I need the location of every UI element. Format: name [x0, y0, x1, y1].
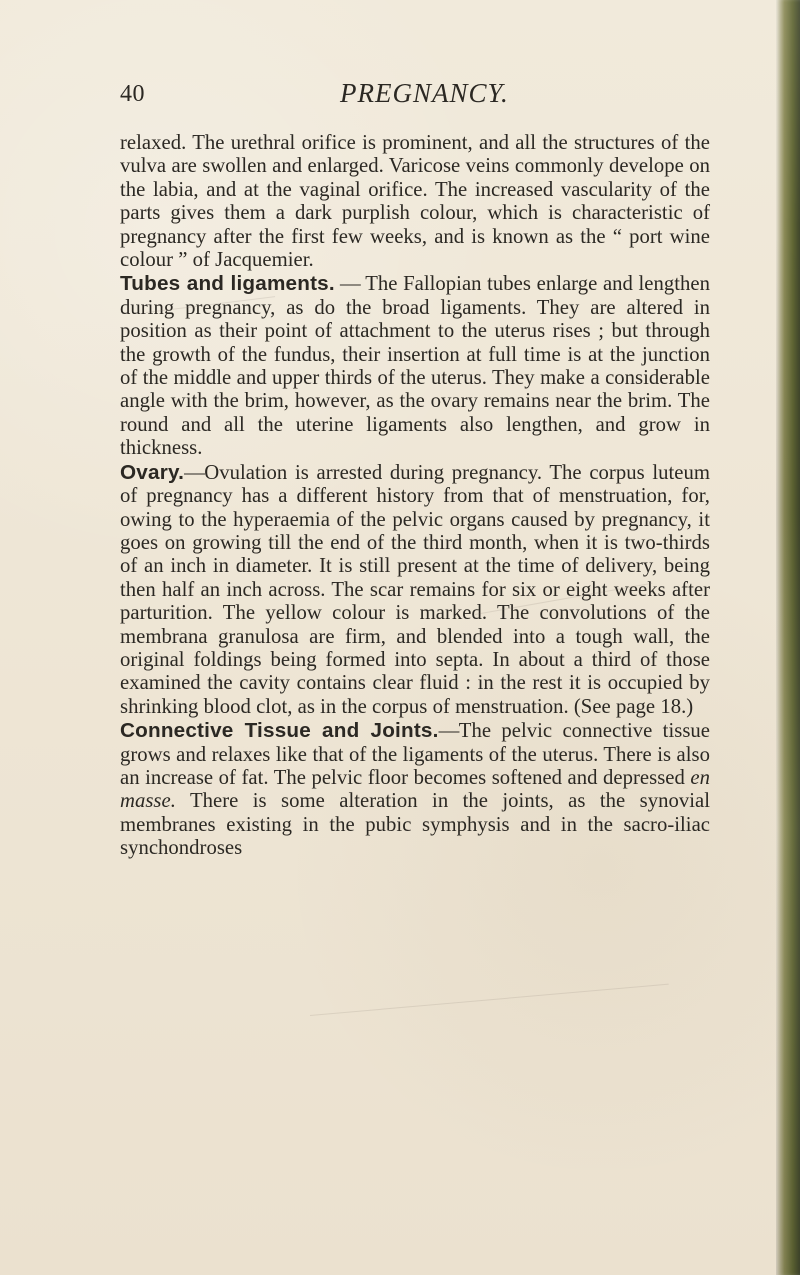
- section-separator-ovary: —: [184, 461, 205, 484]
- paragraph-connective-tissue: [120, 719, 710, 860]
- body-text: [120, 132, 710, 861]
- paragraph-vulva: [120, 132, 710, 272]
- section-heading-connective-tissue: Connective Tissue and Joints.: [120, 719, 439, 743]
- paragraph-ovary-text: Ovulation is arrested during pregnancy. The corpus luteum of pregnancy has a different history from that of menstruation, for, owing to the hyperaemia of the pelvic organs caused by pregnancy, it goes on growing till the end of the third month, when it is two-thirds of an inch in diameter. It is still present at the time of delivery, being then half an inch across. The scar remains for six or eight weeks after parturition. The yellow colour is marked. The convolutions of the membrana granulosa are firm, and blended into a tough wall, the original foldings being formed into septa. In about a third of those examined the cavity contains clear fluid : in the rest it is occupied by shrinking blood clot, as in the corpus of menstruation. (See page 18.): [120, 461, 710, 718]
- faint-page-mark: [310, 984, 669, 1016]
- section-heading-ovary: Ovary.: [120, 460, 185, 484]
- paragraph-connective-tissue-text-before: The pelvic connective tissue grows and relaxes like that of the ligaments of the uterus. There is also an increase of fat. The pelvic floor becomes softened and depressed: [120, 720, 710, 789]
- paragraph-connective-tissue-text-after: There is some alteration in the joints, as the synovial membranes existing in the pubic symphysis and in the sacro-iliac synchondroses: [120, 790, 710, 860]
- section-separator-tubes-ligaments: —: [334, 273, 366, 296]
- paragraph-ovary: [120, 461, 710, 719]
- page-number: 40: [120, 81, 145, 107]
- paragraph-tubes-ligaments: [120, 272, 710, 460]
- page-header: [120, 78, 710, 116]
- italic-phrase-en-masse: en masse.: [120, 766, 710, 813]
- paragraph-vulva-text: relaxed. The urethral orifice is prominent, and all the structures of the vulva are swollen and enlarged. Varicose veins commonly develope on the labia, and at the vaginal orifice. The increased vascularity of the parts gives them a dark purplish colour, which is characteristic of pregnancy after the first few weeks, and is known as the “ port wine colour ” of Jacquemier.: [120, 132, 710, 272]
- section-heading-tubes-ligaments: Tubes and ligaments.: [120, 272, 335, 296]
- section-separator-connective-tissue: —: [438, 720, 459, 743]
- book-edge: [776, 0, 800, 1275]
- paragraph-tubes-ligaments-text: The Fallopian tubes enlarge and lengthen during pregnancy, as do the broad ligaments. They are altered in position as their point of attachment to the uterus rises ; but through the growth of the fundus, their insertion at full time is at the junction of the middle and upper thirds of the uterus. They make a considerable angle with the brim, however, as the ovary remains near the brim. The round and all the uterine ligaments also lengthen, and grow in thickness.: [120, 273, 711, 460]
- running-head: PREGNANCY.: [340, 78, 509, 108]
